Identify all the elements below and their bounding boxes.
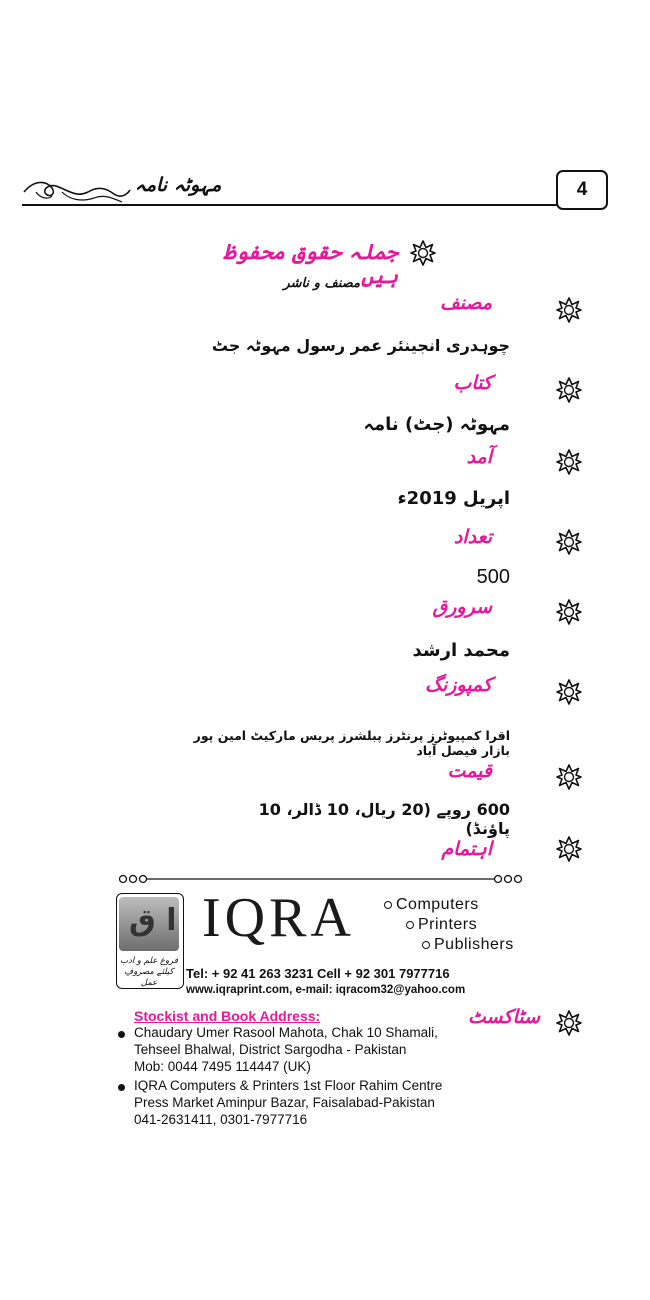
- star-icon: [556, 529, 582, 555]
- star-icon: [556, 377, 582, 403]
- logo-caption: فروغ علم و ادب کیلئے مصروفِ عمل: [120, 956, 178, 988]
- bullet: [118, 1084, 125, 1091]
- stockist-title: Stockist and Book Address:: [134, 1008, 321, 1024]
- running-header: [22, 168, 222, 206]
- label-date: آمد: [466, 446, 492, 468]
- header-rule: [22, 204, 558, 206]
- star-icon: [410, 240, 436, 266]
- star-icon: [556, 679, 582, 705]
- service-publishers: Publishers: [422, 936, 514, 954]
- label-author: مصنف: [439, 292, 492, 314]
- service-printers: Printers: [406, 916, 477, 934]
- value-quantity: 500: [476, 566, 510, 588]
- page-number: 4: [556, 170, 608, 210]
- label-price: قیمت: [447, 760, 492, 782]
- star-icon: [556, 836, 582, 862]
- label-quantity: تعداد: [453, 526, 492, 548]
- star-icon: [556, 449, 582, 475]
- label-arrangement: اہتمام: [441, 838, 492, 860]
- star-icon: [556, 764, 582, 790]
- value-book: مہوٹہ (جٹ) نامہ: [363, 414, 510, 435]
- star-icon: [556, 599, 582, 625]
- bullet: [118, 1031, 125, 1038]
- address-2: IQRA Computers & Printers 1st Floor Rahim Centre Press Market Aminpur Bazar, Faisalabad-Pakistan 041-2631411, 0301-7977716: [134, 1078, 443, 1127]
- ornament-flourish: [22, 170, 132, 206]
- label-stockist: سٹاکسٹ: [467, 1006, 540, 1028]
- iqra-web: www.iqraprint.com, e-mail: iqracom32@yahoo.com: [186, 984, 466, 996]
- iqra-logo: [116, 893, 184, 989]
- star-icon: [556, 297, 582, 323]
- value-composing: اقرا کمپیوٹرز پرنٹرز پبلشرز پریس مارکیٹ امین پور بازار فیصل آباد: [193, 728, 510, 758]
- rights-title: جملہ حقوق محفوظ ہیں: [223, 240, 398, 288]
- label-cover: سرورق: [432, 596, 492, 618]
- value-author: چوہدری انجینئر عمر رسول مہوٹہ جٹ: [211, 336, 510, 355]
- value-date: اپریل 2019ء: [397, 488, 510, 509]
- star-icon: [556, 1010, 582, 1036]
- logo-emblem: ا ق: [119, 897, 179, 951]
- service-computers: Computers: [384, 896, 479, 914]
- iqra-tel: Tel: + 92 41 263 3231 Cell + 92 301 7977716: [186, 966, 450, 981]
- value-price: 600 روپے (20 ریال، 10 ڈالر، 10 پاؤنڈ): [258, 800, 510, 838]
- value-cover: محمد ارشد: [412, 640, 510, 661]
- running-title: مہوٹہ نامہ: [134, 174, 222, 196]
- divider-ornament: [118, 870, 528, 882]
- iqra-name: IQRA: [202, 887, 355, 949]
- label-composing: کمپوزنگ: [424, 674, 492, 696]
- rights-owner: مصنف و ناشر: [283, 276, 360, 291]
- address-1: Chaudary Umer Rasool Mahota, Chak 10 Shamali, Tehseel Bhalwal, District Sargodha - Pakistan Mob: 0044 7495 114447 (UK): [134, 1025, 438, 1074]
- label-book: کتاب: [453, 372, 492, 394]
